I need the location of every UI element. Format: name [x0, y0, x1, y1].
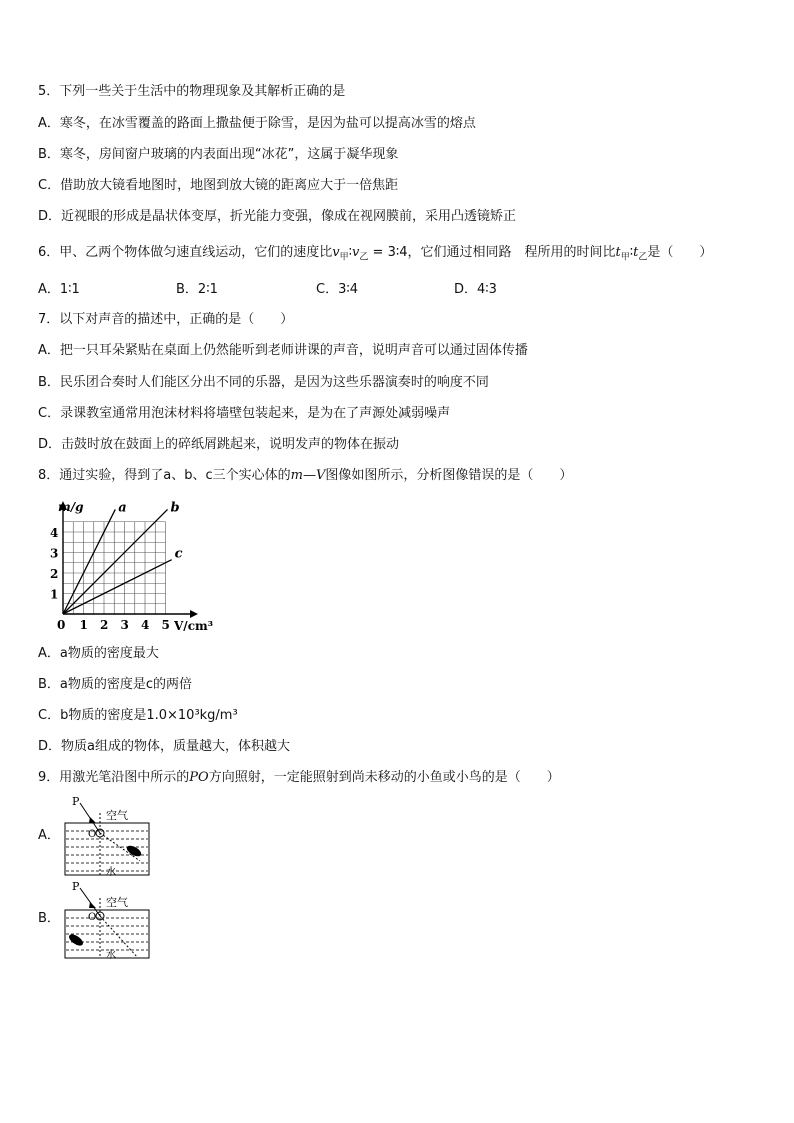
q7-option-d: D．击鼓时放在鼓面上的碎纸屑跳起来，说明发声的物体在振动 [38, 437, 400, 452]
x-tick-label: 1 [79, 618, 88, 632]
t-yi: t [633, 245, 639, 260]
x-axis-arrow [190, 610, 198, 618]
q9-option-a: A． [38, 828, 60, 843]
series-label-a: a [118, 500, 127, 516]
graph-ticks [50, 526, 170, 632]
y-tick-label: 2 [50, 567, 59, 581]
ray-arrow [89, 817, 96, 823]
y-tick-label: 1 [50, 587, 59, 602]
y-tick-label: 3 [50, 546, 59, 561]
x-tick-label: 3 [120, 618, 129, 632]
q9-stem: 9．用激光笔沿图中所示的PO方向照射，一定能照射到尚未移动的小鱼或小鸟的是（ ） [38, 770, 560, 785]
q5-option-d: D．近视眼的形成是晶状体变厚，折光能力变强，像成在视网膜前，采用凸透镜矫正 [38, 209, 517, 224]
graph-grid [63, 522, 166, 614]
label-air: 空气 [106, 809, 128, 822]
q7-option-c: C．录课教室通常用泡沫材料将墙壁包装起来，是为在了声源处减弱噪声 [38, 406, 451, 421]
origin-label: 0 [57, 618, 66, 632]
series-line-b [63, 509, 168, 614]
q6-option-d: D．4∶3 [454, 282, 497, 297]
q7-stem: 7．以下对声音的描述中，正确的是（ ） [38, 312, 294, 327]
x-tick-label: 5 [161, 618, 170, 632]
ray-arrow [89, 902, 96, 908]
q8-option-b: B．a物质的密度是c的两倍 [38, 677, 193, 692]
q7-option-a: A．把一只耳朵紧贴在桌面上仍然能听到老师讲课的声音，说明声音可以通过固体传播 [38, 343, 528, 358]
q5-option-a: A．寒冬，在冰雪覆盖的路面上撒盐便于除雪，是因为盐可以提高冰雪的熔点 [38, 116, 476, 131]
q5-stem: 5．下列一些关于生活中的物理现象及其解析正确的是 [38, 84, 346, 99]
series-label-b: b [170, 500, 180, 516]
q5-option-b: B．寒冬，房间窗户玻璃的内表面出现“冰花”，这属于凝华现象 [38, 147, 399, 162]
label-air: 空气 [106, 896, 128, 909]
q6-stem: 6．甲、乙两个物体做匀速直线运动，它们的速度比$v_甲∶v_乙$ = 3∶4，它们通过相同路 程所用的时间比$t_甲∶t_乙$是（ ） [38, 245, 713, 263]
label-water: 水 [106, 950, 116, 960]
label-o: O [88, 912, 97, 923]
q6-option-a: A．1∶1 [38, 282, 80, 297]
v-jia: v [332, 245, 340, 260]
q8-option-a: A．a物质的密度最大 [38, 646, 159, 661]
q9-figure-b [62, 876, 154, 960]
label-p: P [72, 795, 80, 808]
q6-options [38, 282, 497, 298]
t-jia: t [615, 245, 621, 260]
label-o: O [88, 829, 97, 840]
label-p: P [72, 880, 80, 893]
x-axis-label: V/cm³ [174, 619, 213, 633]
q7-option-b: B．民乐团合奏时人们能区分出不同的乐器，是因为这些乐器演奏时的响度不同 [38, 375, 489, 390]
q9-option-b: B． [38, 911, 60, 926]
q8-option-d: D．物质a组成的物体，质量越大，体积越大 [38, 739, 290, 754]
q9-figure-a [62, 793, 154, 877]
mv-graph [40, 496, 230, 636]
graph-series [63, 500, 183, 614]
v-yi: v [352, 245, 360, 260]
label-water: 水 [106, 867, 116, 877]
series-label-c: c [174, 546, 183, 562]
q6-option-b: B．2∶1 [176, 282, 218, 297]
q6-option-c: C．3∶4 [316, 282, 359, 297]
series-line-a [63, 509, 115, 614]
q5-option-c: C．借助放大镜看地图时，地图到放大镜的距离应大于一倍焦距 [38, 178, 399, 193]
x-tick-label: 2 [100, 618, 109, 632]
y-axis-label: m/g [58, 500, 84, 514]
x-tick-label: 4 [141, 618, 150, 632]
q8-option-c: C．b物质的密度是1.0×10³kg/m³ [38, 708, 238, 723]
y-tick-label: 4 [50, 526, 59, 540]
q8-stem: 8．通过实验，得到了a、b、c三个实心体的m—V图像如图所示，分析图像错误的是（ ） [38, 468, 573, 483]
